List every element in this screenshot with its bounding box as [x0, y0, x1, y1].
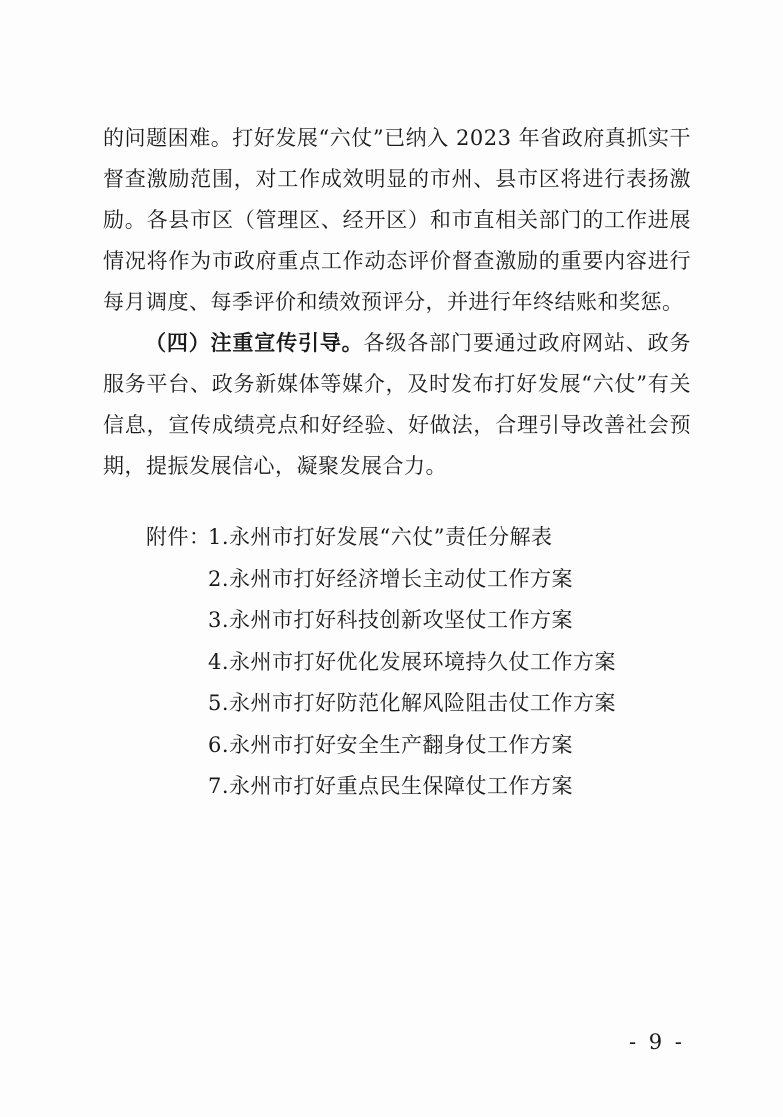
attachment-row [146, 725, 616, 767]
section-heading: （四）注重宣传引导。 [145, 331, 364, 355]
attachment-spacer [146, 600, 208, 642]
attachment-spacer [146, 725, 208, 767]
attachment-row [146, 766, 616, 808]
paragraph-text: 的问题困难。打好发展“六仗”已纳入 2023 年省政府真抓实干督查激励范围，对工作成效明显的市州、县市区将进行表扬激励。各县市区（管理区、经开区）和市直相关部门的工作进展情况将作为市政府重点工作动态评价督查激励的重要内容进行每月调度、每季评价和绩效预评分，并进行年终结账和奖惩。 [103, 126, 691, 314]
page-number: - 9 - [629, 1030, 685, 1054]
attachment-item: 6.永州市打好安全生产翻身仗工作方案 [208, 732, 574, 757]
attachment-item: 7.永州市打好重点民生保障仗工作方案 [208, 774, 574, 798]
attachment-row [146, 517, 616, 559]
attachments-list [146, 517, 616, 808]
attachment-row [146, 600, 616, 642]
attachment-item: 2.永州市打好经济增长主动仗工作方案 [208, 566, 574, 591]
paragraph-continued [103, 118, 691, 323]
attachment-spacer [146, 559, 208, 601]
attachment-row [146, 642, 616, 684]
attachment-spacer [146, 766, 208, 808]
paragraph-publicity [103, 323, 691, 487]
attachment-item: 1.永州市打好发展“六仗”责任分解表 [208, 525, 553, 549]
attachment-item: 3.永州市打好科技创新攻坚仗工作方案 [208, 608, 574, 632]
attachments-label: 附件： [146, 525, 211, 549]
attachment-row [146, 559, 616, 601]
attachment-spacer [146, 642, 208, 684]
attachment-item: 4.永州市打好优化发展环境持久仗工作方案 [208, 649, 617, 674]
attachment-row [146, 683, 616, 725]
attachment-item: 5.永州市打好防范化解风险阻击仗工作方案 [208, 691, 617, 715]
attachment-spacer [146, 683, 208, 725]
paragraph-text: 各级各部门要通过政府网站、政务服务平台、政务新媒体等媒介，及时发布打好发展“六仗”有关信息，宣传成绩亮点和好经验、好做法，合理引导改善社会预期，提振发展信心，凝聚发展合力。 [103, 331, 692, 478]
body-text [103, 118, 691, 487]
